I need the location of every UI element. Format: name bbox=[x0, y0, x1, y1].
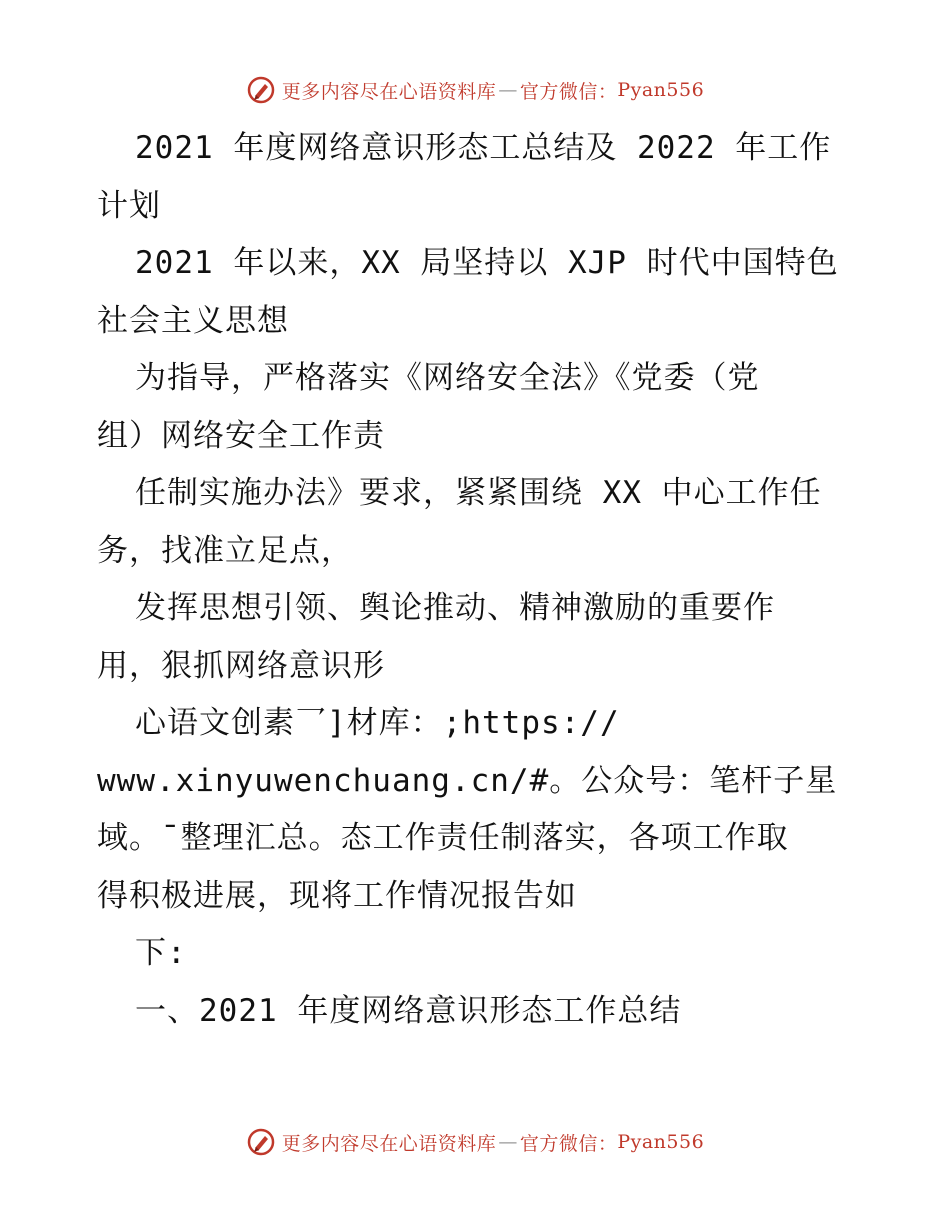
document-line: 2021 年度网络意识形态工总结及 2022 年工作 bbox=[135, 130, 832, 166]
header-watermark-banner bbox=[0, 70, 950, 110]
banner-wechat-id: Pyan556 bbox=[617, 1131, 705, 1153]
document-line: 用，狠抓网络意识形 bbox=[97, 647, 385, 684]
document-line: 务，找准立足点， bbox=[97, 532, 353, 569]
banner-text: 更多内容尽在心语资料库 bbox=[281, 80, 497, 103]
pen-logo-icon bbox=[246, 75, 276, 105]
pen-logo-icon bbox=[246, 1127, 276, 1157]
section-heading: 一、2021 年度网络意识形态工作总结 bbox=[135, 992, 682, 1029]
document-line: 2021 年以来，XX 局坚持以 XJP 时代中国特色 bbox=[135, 245, 839, 281]
document-line: 域。¯整理汇总。态工作责任制落实，各项工作取 bbox=[97, 820, 789, 856]
document-line: 组）网络安全工作责 bbox=[97, 417, 385, 454]
document-line: 社会主义思想 bbox=[97, 302, 289, 339]
document-line: 任制实施办法》要求，紧紧围绕 XX 中心工作任 bbox=[135, 475, 822, 511]
document-line: 心语文创素乛]材库：;https:// bbox=[135, 705, 620, 741]
banner-separator: — bbox=[498, 1131, 518, 1153]
document-line: www.xinyuwenchuang.cn/#。公众号：笔杆子星 bbox=[97, 762, 838, 799]
banner-text: 更多内容尽在心语资料库 bbox=[281, 1132, 497, 1155]
document-line: 为指导，严格落实《网络安全法》《党委（党 bbox=[135, 360, 760, 396]
document-line: 发挥思想引领、舆论推动、精神激励的重要作 bbox=[135, 590, 775, 626]
footer-watermark-banner bbox=[0, 1122, 950, 1162]
document-line: 得积极进展，现将工作情况报告如 bbox=[97, 877, 577, 914]
banner-wechat-id: Pyan556 bbox=[617, 79, 705, 101]
banner-wechat-label: 官方微信： bbox=[519, 80, 618, 103]
document-body bbox=[97, 120, 877, 1040]
document-line: 计划 bbox=[97, 187, 161, 224]
banner-wechat-label: 官方微信： bbox=[519, 1132, 618, 1155]
banner-separator: — bbox=[498, 79, 518, 101]
document-line: 下: bbox=[135, 935, 187, 971]
